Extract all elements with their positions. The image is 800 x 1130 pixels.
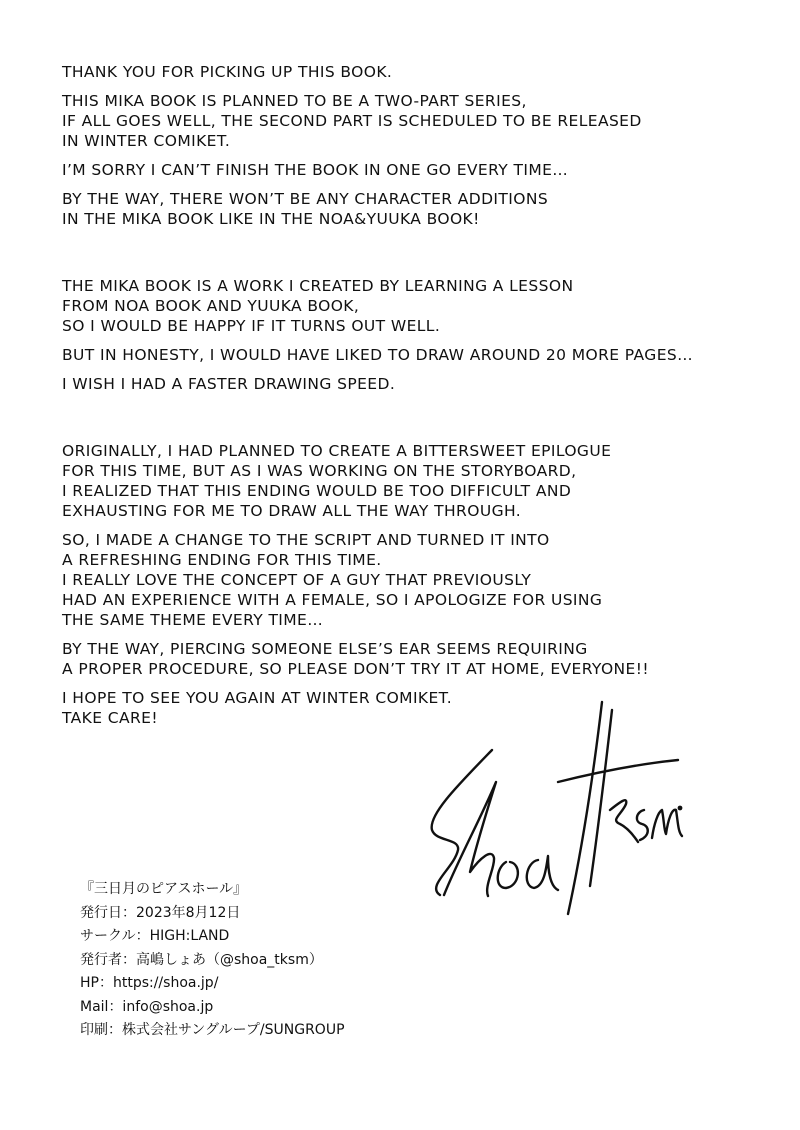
afterword-line: BUT IN HONESTY, I WOULD HAVE LIKED TO DRAW AROUND 20 MORE PAGES… bbox=[62, 346, 694, 364]
afterword-line: A PROPER PROCEDURE, SO PLEASE DON’T TRY IT AT HOME, EVERYONE!! bbox=[62, 660, 649, 678]
afterword-line: I REALIZED THAT THIS ENDING WOULD BE TOO DIFFICULT AND bbox=[62, 482, 572, 500]
afterword-paragraph bbox=[62, 441, 762, 521]
afterword-line: I REALLY LOVE THE CONCEPT OF A GUY THAT PREVIOUSLY bbox=[62, 571, 532, 589]
afterword-line: FROM NOA BOOK AND YUUKA BOOK, bbox=[62, 297, 360, 315]
afterword-paragraph bbox=[62, 345, 762, 365]
afterword-line: I’M SORRY I CAN’T FINISH THE BOOK IN ONE GO EVERY TIME… bbox=[62, 161, 569, 179]
signature-stroke bbox=[652, 810, 682, 838]
afterword-line: ORIGINALLY, I HAD PLANNED TO CREATE A BITTERSWEET EPILOGUE bbox=[62, 442, 612, 460]
signature-stroke bbox=[568, 702, 602, 914]
afterword-paragraph bbox=[62, 374, 762, 394]
afterword-line: HAD AN EXPERIENCE WITH A FEMALE, SO I APOLOGIZE FOR USING bbox=[62, 591, 603, 609]
afterword-line: TAKE CARE! bbox=[62, 709, 158, 727]
signature-stroke bbox=[610, 800, 638, 842]
afterword-line: BY THE WAY, THERE WON’T BE ANY CHARACTER ADDITIONS bbox=[62, 190, 549, 208]
afterword-line: FOR THIS TIME, BUT AS I WAS WORKING ON THE STORYBOARD, bbox=[62, 462, 577, 480]
afterword-block-1 bbox=[62, 62, 762, 229]
signature-dot bbox=[678, 806, 683, 811]
block-spacer bbox=[62, 403, 762, 441]
afterword-line: IN THE MIKA BOOK LIKE IN THE NOA&YUUKA BOOK! bbox=[62, 210, 480, 228]
colophon-homepage: HP：https://shoa.jp/ bbox=[80, 975, 219, 991]
afterword-paragraph bbox=[62, 91, 762, 151]
signature-stroke bbox=[558, 760, 678, 782]
colophon-mail: Mail：info@shoa.jp bbox=[80, 998, 214, 1015]
afterword-line: THIS MIKA BOOK IS PLANNED TO BE A TWO-PART SERIES, bbox=[62, 92, 527, 110]
afterword-line: SO I WOULD BE HAPPY IF IT TURNS OUT WELL. bbox=[62, 317, 441, 335]
signature-stroke bbox=[637, 810, 648, 840]
afterword-paragraph bbox=[62, 530, 762, 630]
afterword-line: THE MIKA BOOK IS A WORK I CREATED BY LEARNING A LESSON bbox=[62, 277, 574, 295]
signature-stroke bbox=[444, 782, 496, 896]
afterword-line: IN WINTER COMIKET. bbox=[62, 132, 231, 150]
author-signature bbox=[388, 690, 688, 930]
colophon-printer: 印刷：株式会社サングループ/SUNGROUP bbox=[80, 1022, 345, 1038]
signature-stroke bbox=[527, 856, 558, 890]
afterword-paragraph bbox=[62, 62, 762, 82]
afterword-paragraph bbox=[62, 639, 762, 679]
colophon-issue-date: 発行日：2023年8月12日 bbox=[80, 904, 241, 921]
colophon bbox=[80, 878, 345, 1043]
colophon-publisher: 発行者：高嶋しょあ（@shoa_tksm） bbox=[80, 951, 323, 968]
afterword-line: IF ALL GOES WELL, THE SECOND PART IS SCHEDULED TO BE RELEASED bbox=[62, 112, 642, 130]
colophon-circle: サークル：HIGH:LAND bbox=[80, 928, 230, 944]
afterword-line: I HOPE TO SEE YOU AGAIN AT WINTER COMIKET. bbox=[62, 689, 453, 707]
afterword-line: THE SAME THEME EVERY TIME… bbox=[62, 611, 324, 629]
afterword-line: A REFRESHING ENDING FOR THIS TIME. bbox=[62, 551, 382, 569]
afterword-block-2 bbox=[62, 276, 762, 394]
afterword-text bbox=[62, 62, 762, 737]
signature-stroke bbox=[590, 710, 612, 886]
afterword-block-3 bbox=[62, 441, 762, 728]
afterword-paragraph bbox=[62, 189, 762, 229]
afterword-line: BY THE WAY, PIERCING SOMEONE ELSE’S EAR SEEMS REQUIRING bbox=[62, 640, 588, 658]
block-spacer bbox=[62, 238, 762, 276]
afterword-line: THANK YOU FOR PICKING UP THIS BOOK. bbox=[62, 63, 393, 81]
signature-stroke bbox=[498, 862, 518, 888]
afterword-line: I WISH I HAD A FASTER DRAWING SPEED. bbox=[62, 375, 396, 393]
colophon-title: 『三日月のピアスホール』 bbox=[80, 881, 248, 897]
afterword-line: EXHAUSTING FOR ME TO DRAW ALL THE WAY THROUGH. bbox=[62, 502, 522, 520]
afterword-paragraph bbox=[62, 160, 762, 180]
afterword-line: SO, I MADE A CHANGE TO THE SCRIPT AND TURNED IT INTO bbox=[62, 531, 550, 549]
afterword-paragraph bbox=[62, 276, 762, 336]
